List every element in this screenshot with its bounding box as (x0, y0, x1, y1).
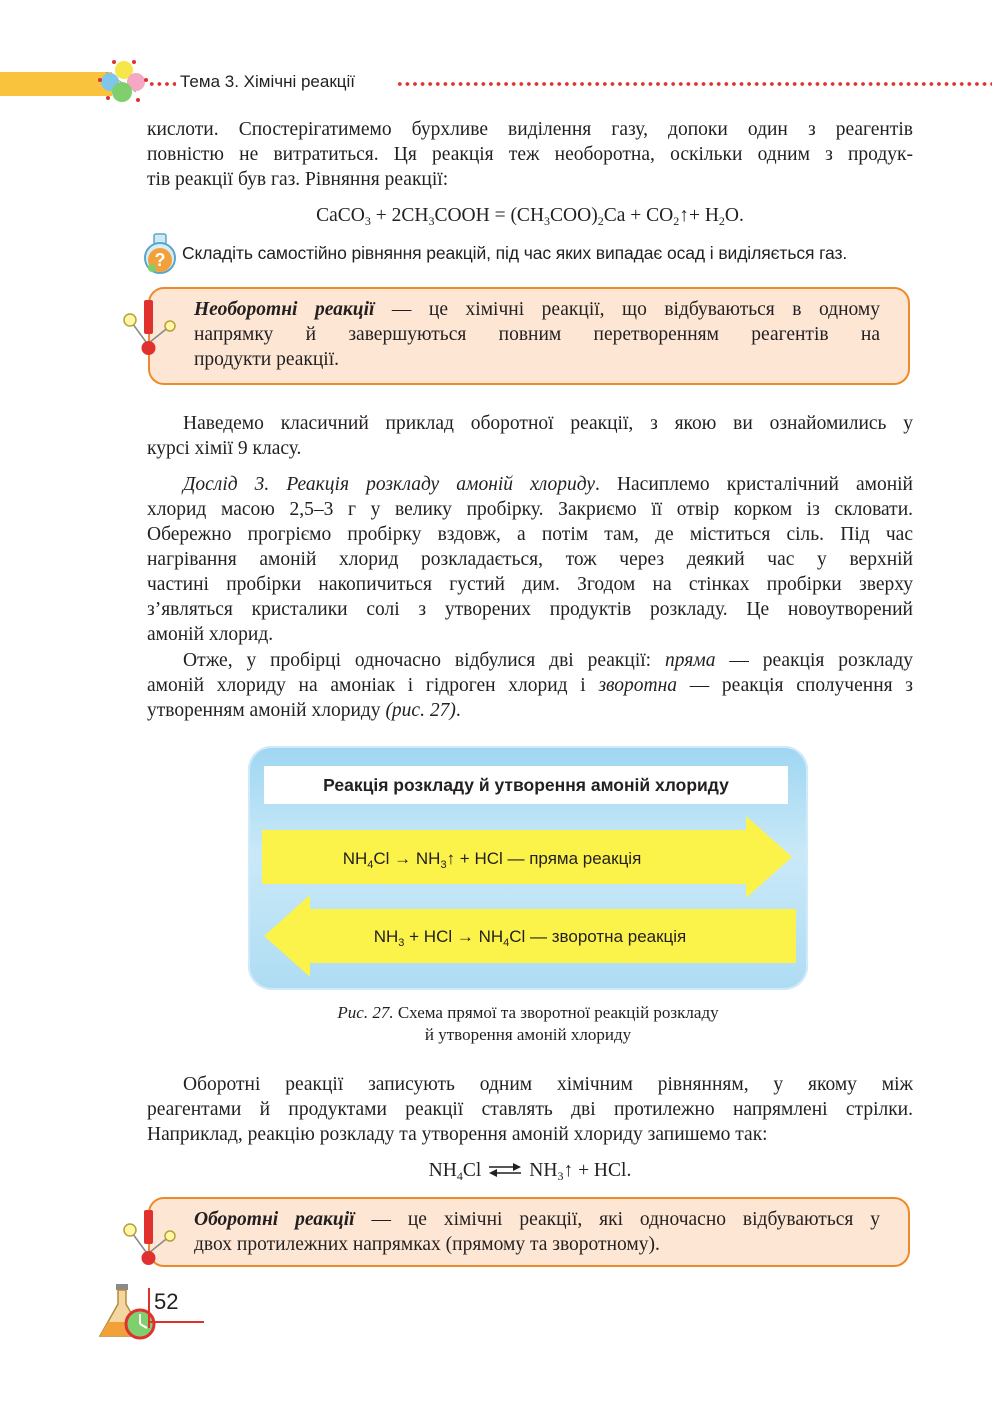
body-text: Оборотні реакції записують одним хімічним рівнянням, у якому між (183, 1074, 913, 1095)
experiment-text: нагрівання амоній хлорид розкладається, тож через деякий час у верхній (147, 549, 913, 570)
reverse-reaction-label: $NH_3$ + HCl → $NH_4Cl$ — зворотна реакція (373, 927, 687, 949)
header-dotted-line (396, 82, 992, 86)
definition-text: Необоротні реакції — це хімічні реакції, що відбуваються в одному напрямку й завершуються повним перетворенням реагентів на продукти реакції. (194, 299, 880, 370)
figure-caption: Рис. 27. Схема прямої та зворотної реакцій розкладу (337, 1003, 719, 1022)
body-text: курсі хімії 9 класу. (147, 438, 302, 459)
body-text: реагентами й продуктами реакції ставлять дві протилежно напрямлені стрілки. (147, 1099, 913, 1120)
body-text: Наприклад, реакцію розкладу та утворення амоній хлориду запишемо так: (147, 1124, 768, 1145)
figure-title: Реакція розкладу й утворення амоній хлориду (323, 775, 729, 795)
experiment-text: хлорид масою 2,5–3 г у велику пробірку. Закриємо її отвір корком із скловати. (147, 499, 913, 520)
body-text: Наведемо класичний приклад оборотної реакції, з якою ви ознайомились у (183, 413, 913, 434)
flask-clock-icon (96, 1282, 162, 1342)
conclusion-text: утворенням амоній хлориду (рис. 27). (147, 700, 461, 721)
experiment-text: Дослід 3. Реакція розкладу амоній хлориду. Насиплемо кристалічний амоній (183, 474, 913, 495)
header-dots-left (148, 82, 176, 86)
experiment-text: частині пробірки накопичиться густий дим. Згодом на стінках пробірки зверху (147, 574, 913, 595)
body-text: тів реакції був газ. Рівняння реакції: (147, 169, 449, 190)
figure-caption: й утворення амоній хлориду (424, 1025, 632, 1044)
molecule-logo-icon (92, 56, 152, 108)
experiment-text: Обережно прогріємо пробірку вздовж, а потім там, де міститься сіль. Під час (147, 524, 913, 545)
page-header-title: Тема 3. Хімічні реакції (180, 72, 356, 91)
equation-caco3: CaCO$_3$ + $2CH_3COOH = (CH_3COO)_2Ca$ + $CO_2↑+ H_2O$. (316, 205, 744, 228)
equation-nh4cl: $NH_4Cl$ $NH_3↑$ + HCl. (428, 1160, 632, 1183)
page-number-underline (150, 1321, 204, 1323)
svg-text:?: ? (154, 250, 166, 270)
equilibrium-arrows-icon (487, 1162, 523, 1178)
definition-text: Оборотні реакції — це хімічні реакції, які одночасно відбуваються у двох протилежних напрямках (прямому та зворотному). (194, 1209, 880, 1255)
question-flask-icon (140, 232, 180, 276)
experiment-text: амоній хлорид. (147, 624, 274, 645)
conclusion-text: амоній хлориду на амоніак і гідроген хлорид і зворотна — реакція сполучення з (147, 675, 914, 696)
page-number: 52 (154, 1289, 179, 1314)
exclamation-icon (120, 1206, 180, 1272)
body-text: кислоти. Спостерігатимемо бурхливе виділення газу, допоки один з реагентів (147, 119, 913, 140)
forward-reaction-label: $NH_4Cl$ → $NH_3↑$ + HCl — пряма реакція (342, 849, 642, 871)
experiment-text: з’являться кристалики солі з утворених продуктів розкладу. Це новоутворений (147, 599, 913, 620)
body-text: повністю не витратиться. Ця реакція теж необоротна, оскільки одним з продук- (147, 144, 913, 165)
exclamation-icon (120, 296, 180, 362)
task-text: Складіть самостійно рівняння реакцій, під час яких випадає осад і виділяється газ. (182, 243, 848, 263)
conclusion-text: Отже, у пробірці одночасно відбулися дві реакції: пряма — реакція розкладу (183, 650, 913, 671)
